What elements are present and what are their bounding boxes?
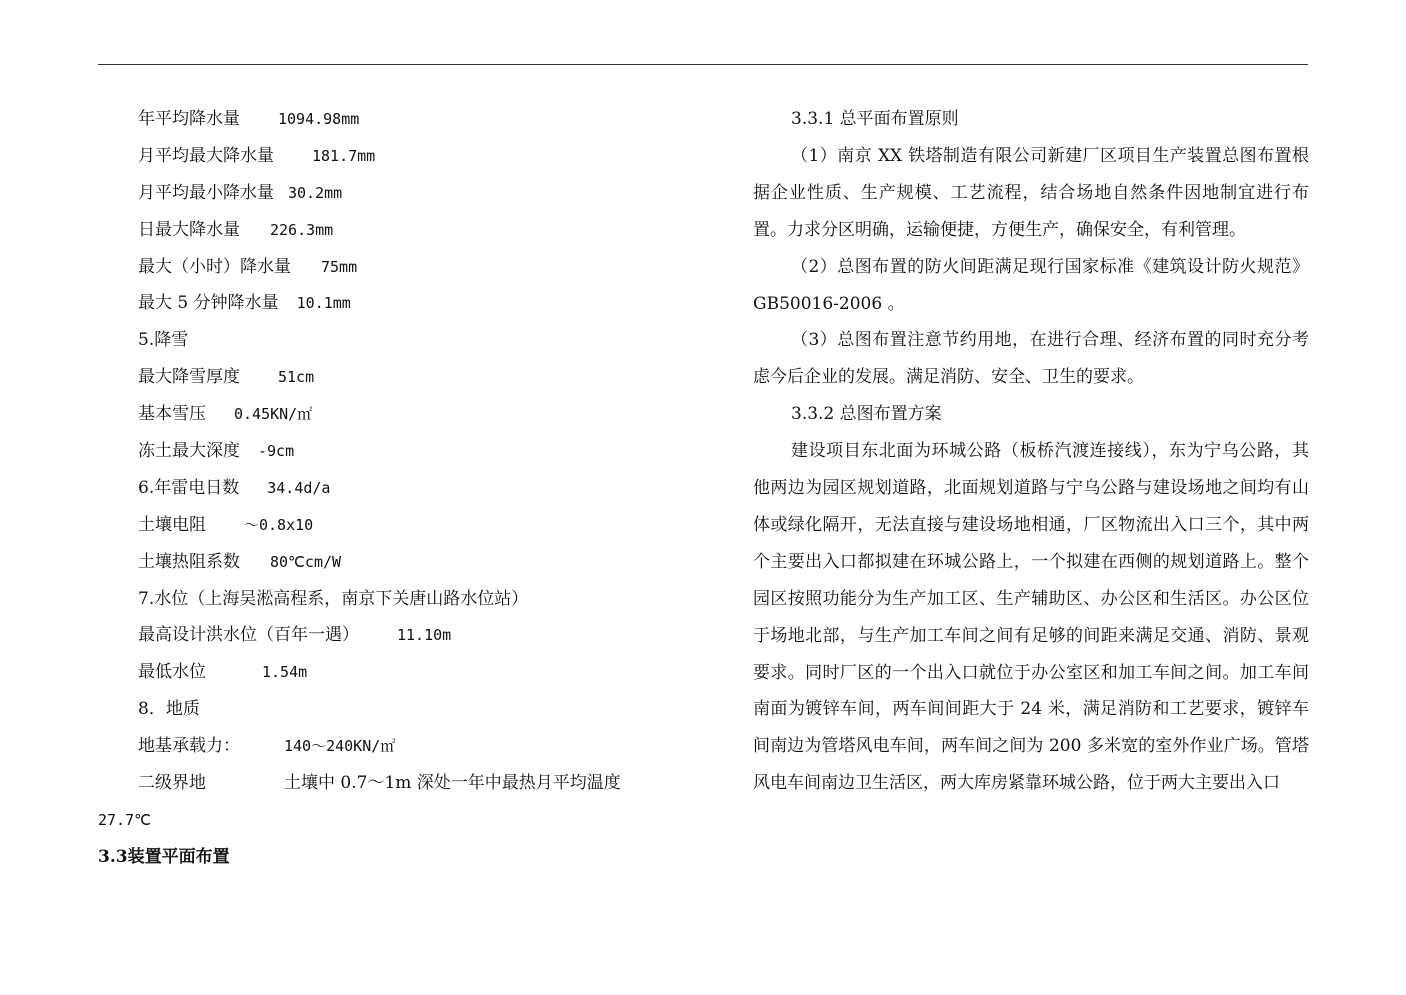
row-max-flood-level: 最高设计洪水位（百年一遇） 11.10m — [138, 625, 452, 646]
row-min-water-level: 最低水位 1.54m — [138, 662, 308, 683]
row-secondary-boundary: 二级界地 土壤中 0.7～1m 深处一年中最热月平均温度 — [138, 773, 621, 794]
row-soil-resistance: 土壤电阻 ～0.8x10 — [138, 514, 314, 535]
row-basic-snow-pressure: 基本雪压 0.45KN/㎡ — [138, 404, 313, 425]
row-thunder-days: 6.年雷电日数 34.4d/a — [138, 477, 331, 498]
row-5min-max-precipitation: 最大 5 分钟降水量 10.1mm — [138, 293, 351, 314]
paragraph-4: 建设项目东北面为环城公路（板桥汽渡连接线），东为宁乌公路，其他两边为园区规划道路，北面规划道路与宁乌公路与建设场地之间均有山体或绿化隔开，无法直接与建设场地相通，厂区物流出入口三个，其中两个主要出入口都拟建在环城公路上，一个拟建在西侧的规划道路上。整个园区按照功能分为生产加工区、生产辅助区、办公区和生活区。办公区位于场地北部，与生产加工车间之间有足够的间距来满足交通、消防、景观要求。同时厂区的一个出入口就位于办公室区和加工车间之间。加工车间南面为镀锌车间，两车间间距大于 24 米，满足消防和工艺要求，镀锌车间南边为管塔风电车间，两车间之间为 200 多米宽的室外作业广场。管塔风电车间南边卫生活区，两大库房紧靠环城公路，位于两大主要出入口 — [753, 441, 1309, 794]
section-heading: 3.3装置平面布置 — [98, 846, 230, 867]
paragraph-2: （2）总图布置的防火间距满足现行国家标准《建筑设计防火规范》GB50016-2006 。 — [753, 256, 1309, 314]
heading-layout-principles: 3.3.1 总平面布置原则 — [791, 109, 959, 129]
row-water-level-heading: 7.水位（上海吴淞高程系，南京下关唐山路水位站） — [138, 588, 529, 609]
row-annual-precipitation: 年平均降水量 1094.98mm — [138, 109, 360, 129]
heading-layout-plan: 3.3.2 总图布置方案 — [791, 404, 942, 425]
paragraph-1: （1）南京 XX 铁塔制造有限公司新建厂区项目生产装置总图布置根据企业性质、生产规模、工艺流程，结合场地自然条件因地制宜进行布置。力求分区明确，运输便捷，方便生产，确保安全，有利管理。 — [753, 145, 1309, 240]
row-max-snow-depth: 最大降雪厚度 51cm — [138, 367, 315, 388]
header-rule — [98, 64, 1308, 65]
row-monthly-min-precipitation: 月平均最小降水量 30.2mm — [138, 182, 343, 203]
row-wrap-temperature: 27.7℃ — [98, 810, 151, 829]
row-snowfall-heading: 5.降雪 — [138, 330, 189, 351]
row-geology-heading: 8．地质 — [138, 699, 200, 720]
right-column — [753, 101, 1309, 802]
row-soil-thermal-resistance: 土壤热阻系数 80℃cm/W — [138, 551, 342, 572]
left-column — [98, 101, 698, 876]
paragraph-3: （3）总图布置注意节约用地，在进行合理、经济布置的同时充分考虑今后企业的发展。满足消防、安全、卫生的要求。 — [753, 330, 1309, 388]
row-daily-max-precipitation: 日最大降水量 226.3mm — [138, 219, 334, 240]
row-bearing-capacity: 地基承载力： 140～240KN/㎡ — [138, 736, 396, 757]
row-hourly-max-precipitation: 最大（小时）降水量 75mm — [138, 256, 358, 277]
row-monthly-max-precipitation: 月平均最大降水量 181.7mm — [138, 145, 376, 166]
row-frozen-soil-depth: 冻土最大深度 -9cm — [138, 441, 295, 462]
